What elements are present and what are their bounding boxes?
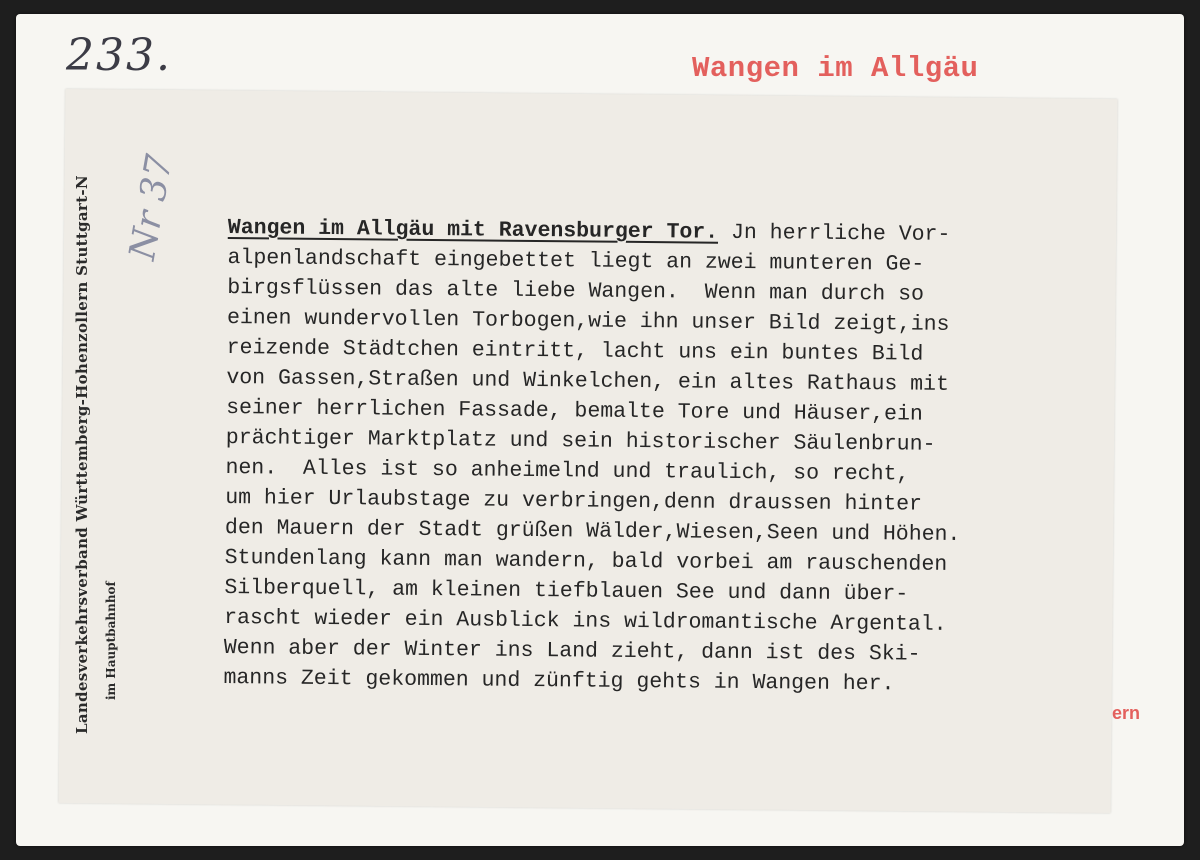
- typed-line: Silberquell, am kleinen tiefblauen See und dann über-: [224, 575, 909, 607]
- typed-line: seiner herrlichen Fassade, bemalte Tore und Häuser,ein: [226, 395, 923, 427]
- handwritten-catalog-number: 233.: [66, 30, 172, 81]
- typed-line: prächtiger Marktplatz und sein historischer Säulenbrun-: [225, 425, 936, 457]
- typed-line-0: Jn herrliche Vor-: [717, 220, 951, 247]
- red-stamp-title: Wangen im Allgäu: [692, 52, 979, 85]
- typed-line: um hier Urlaubstage zu verbringen,denn draussen hinter: [225, 485, 923, 517]
- typed-line: Stundenlang kann man wandern, bald vorbei am rauschenden: [224, 545, 948, 577]
- typed-line: Wenn aber der Winter ins Land zieht, dann ist des Ski-: [223, 635, 921, 667]
- typed-title: Wangen im Allgäu mit Ravensburger Tor.: [227, 215, 719, 245]
- typed-line: alpenlandschaft eingebettet liegt an zwei munteren Ge-: [227, 245, 925, 277]
- typed-line: einen wundervollen Torbogen,wie ihn unser Bild zeigt,ins: [226, 305, 950, 337]
- typed-line: rascht wieder ein Ausblick ins wildromantische Argental.: [223, 605, 947, 637]
- typed-line: reizende Städtchen eintritt, lacht uns ein buntes Bild: [226, 335, 924, 367]
- typed-description: [223, 213, 1088, 701]
- publisher-imprint: Landesverkehrsverband Württemberg-Hohenzollern Stuttgart-N: [73, 175, 91, 734]
- typed-line: von Gassen,Straßen und Winkelchen, ein altes Rathaus mit: [226, 365, 950, 397]
- publisher-imprint-sub: im Hauptbahnhof: [104, 581, 118, 700]
- typed-line: manns Zeit gekommen und zünftig gehts in Wangen her.: [223, 665, 895, 697]
- handwritten-pencil-number: Nr 37: [122, 151, 181, 264]
- typed-line: nen. Alles ist so anheimelnd und traulich, so recht,: [225, 455, 910, 487]
- typed-line: den Mauern der Stadt grüßen Wälder,Wiesen,Seen und Höhen.: [224, 515, 961, 548]
- typed-line: birgsflüssen das alte liebe Wangen. Wenn man durch so: [227, 275, 925, 307]
- red-stamp-fragment-1: ern: [1111, 703, 1140, 723]
